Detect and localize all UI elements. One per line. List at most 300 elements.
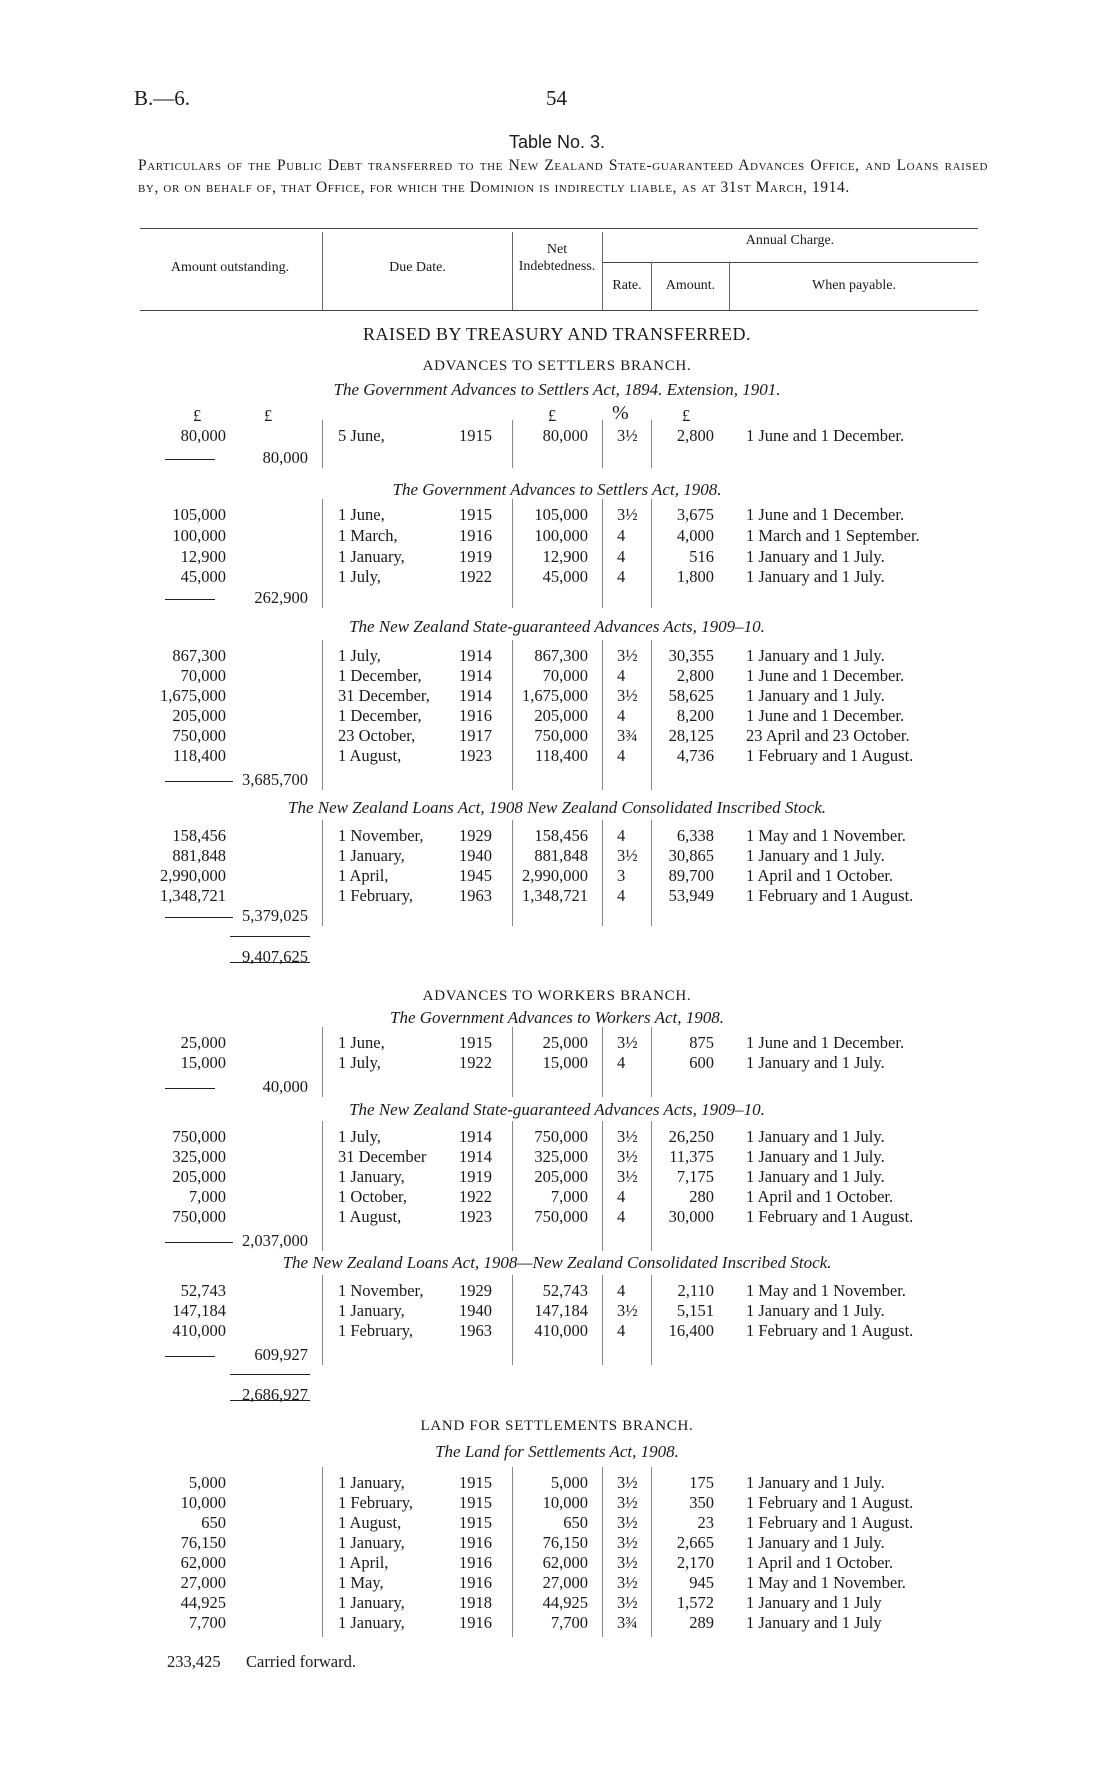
interest-rate: 4: [617, 526, 626, 545]
table-row: [0, 1207, 1114, 1227]
due-year: 1940: [459, 1301, 492, 1320]
when-payable: 1 January and 1 July.: [746, 1301, 885, 1320]
annual-charge-amount: 28,125: [668, 726, 714, 745]
table-row: [0, 1553, 1114, 1573]
due-year: 1915: [459, 1493, 492, 1512]
amount-outstanding: 10,000: [180, 1493, 226, 1512]
due-year: 1923: [459, 1207, 492, 1226]
net-indebtedness: 80,000: [542, 426, 588, 445]
due-date: 1 March,: [338, 526, 398, 545]
due-date: 31 December: [338, 1147, 427, 1166]
due-date: 1 August,: [338, 746, 402, 765]
annual-charge-amount: 6,338: [676, 826, 714, 845]
net-indebtedness: 27,000: [542, 1573, 588, 1592]
net-indebtedness: 410,000: [534, 1321, 588, 1340]
amount-outstanding: 1,675,000: [160, 686, 226, 705]
due-date: 1 January,: [338, 1473, 405, 1492]
interest-rate: 4: [617, 706, 626, 725]
annual-charge-amount: 280: [689, 1187, 714, 1206]
subtotal-dash: [165, 1242, 233, 1243]
branch-total-rule: [230, 936, 310, 937]
when-payable: 1 April and 1 October.: [746, 866, 894, 885]
amount-outstanding: 105,000: [172, 505, 226, 524]
act-heading: The Government Advances to Settlers Act, 1908.: [392, 480, 722, 499]
table-row: [0, 567, 1114, 587]
due-date: 23 October,: [338, 726, 416, 745]
due-year: 1919: [459, 547, 492, 566]
subtotal-dash: [165, 1356, 215, 1357]
annual-charge-amount: 3,675: [676, 505, 714, 524]
table-row: [0, 1167, 1114, 1187]
annual-charge-amount: 30,355: [668, 646, 714, 665]
annual-charge-amount: 5,151: [676, 1301, 714, 1320]
table-row: [0, 526, 1114, 546]
amount-outstanding: 7,700: [188, 1613, 226, 1632]
when-payable: 1 January and 1 July.: [746, 567, 885, 586]
due-date: 31 December,: [338, 686, 430, 705]
act-heading: The New Zealand Loans Act, 1908 New Zealand Consolidated Inscribed Stock.: [288, 798, 826, 817]
due-date: 1 April,: [338, 866, 389, 885]
due-date: 1 July,: [338, 567, 381, 586]
amount-outstanding: 5,000: [188, 1473, 226, 1492]
interest-rate: 4: [617, 1187, 626, 1206]
interest-rate: 3½: [617, 1033, 638, 1052]
interest-rate: 4: [617, 1281, 626, 1300]
amount-outstanding: 52,743: [180, 1281, 226, 1300]
when-payable: 1 January and 1 July.: [746, 646, 885, 665]
due-date: 1 December,: [338, 666, 422, 685]
annual-charge-amount: 600: [689, 1053, 714, 1072]
amount-outstanding: 25,000: [180, 1033, 226, 1052]
amount-outstanding: 80,000: [180, 426, 226, 445]
table-row: [0, 1593, 1114, 1613]
table-row: [0, 826, 1114, 846]
amount-outstanding: 12,900: [180, 547, 226, 566]
due-year: 1914: [459, 646, 492, 665]
annual-charge-amount: 2,800: [676, 666, 714, 685]
interest-rate: 3½: [617, 1473, 638, 1492]
due-date: 1 January,: [338, 1613, 405, 1632]
net-indebtedness: 100,000: [534, 526, 588, 545]
group-subtotal: 40,000: [262, 1077, 308, 1096]
interest-rate: 3¾: [617, 726, 638, 745]
branch-title: ADVANCES TO WORKERS BRANCH.: [422, 988, 692, 1004]
amount-outstanding: 45,000: [180, 567, 226, 586]
interest-rate: 4: [617, 1321, 626, 1340]
when-payable: 1 January and 1 July.: [746, 1167, 885, 1186]
when-payable: 1 March and 1 September.: [746, 526, 920, 545]
interest-rate: 3½: [617, 1301, 638, 1320]
due-date: 1 November,: [338, 826, 424, 845]
annual-charge-amount: 53,949: [668, 886, 714, 905]
due-year: 1963: [459, 886, 492, 905]
net-indebtedness: 750,000: [534, 1127, 588, 1146]
due-year: 1915: [459, 1513, 492, 1532]
due-date: 1 January,: [338, 1301, 405, 1320]
interest-rate: 3½: [617, 1513, 638, 1532]
table-row: [0, 746, 1114, 766]
interest-rate: 3½: [617, 1593, 638, 1612]
main-heading: RAISED BY TREASURY AND TRANSFERRED.: [362, 324, 752, 344]
due-year: 1916: [459, 1573, 492, 1592]
table-row: [0, 1281, 1114, 1301]
amount-outstanding: 750,000: [172, 726, 226, 745]
when-payable: 1 June and 1 December.: [746, 706, 905, 725]
interest-rate: 3½: [617, 505, 638, 524]
table-row: [0, 846, 1114, 866]
when-payable: 1 February and 1 August.: [746, 1321, 914, 1340]
due-year: 1915: [459, 1033, 492, 1052]
amount-outstanding: 44,925: [180, 1593, 226, 1612]
when-payable: 23 April and 23 October.: [746, 726, 910, 745]
due-year: 1922: [459, 567, 492, 586]
due-date: 1 June,: [338, 505, 385, 524]
unit-pound: £: [548, 406, 557, 425]
annual-charge-amount: 1,572: [676, 1593, 714, 1612]
due-year: 1923: [459, 746, 492, 765]
when-payable: 1 January and 1 July.: [746, 1533, 885, 1552]
annual-charge-amount: 2,800: [676, 426, 714, 445]
due-date: 1 October,: [338, 1187, 407, 1206]
subtotal-dash: [165, 781, 233, 782]
annual-charge-amount: 23: [697, 1513, 714, 1532]
table-row: [0, 1187, 1114, 1207]
due-year: 1929: [459, 1281, 492, 1300]
act-heading: The Government Advances to Settlers Act, 1894. Extension, 1901.: [333, 380, 781, 399]
col-due-header: Due Date.: [389, 260, 446, 275]
when-payable: 1 June and 1 December.: [746, 666, 905, 685]
due-date: 1 May,: [338, 1573, 384, 1592]
when-payable: 1 January and 1 July.: [746, 1053, 885, 1072]
interest-rate: 4: [617, 567, 626, 586]
table-row: [0, 886, 1114, 906]
header-bottom-rule: [140, 310, 978, 311]
net-indebtedness: 205,000: [534, 706, 588, 725]
annual-charge-amount: 2,665: [676, 1533, 714, 1552]
when-payable: 1 April and 1 October.: [746, 1187, 894, 1206]
when-payable: 1 June and 1 December.: [746, 1033, 905, 1052]
table-row: [0, 505, 1114, 525]
amount-outstanding: 7,000: [188, 1187, 226, 1206]
when-payable: 1 February and 1 August.: [746, 746, 914, 765]
table-row: [0, 1301, 1114, 1321]
when-payable: 1 April and 1 October.: [746, 1553, 894, 1572]
due-year: 1916: [459, 706, 492, 725]
due-year: 1929: [459, 826, 492, 845]
when-payable: 1 January and 1 July.: [746, 1147, 885, 1166]
interest-rate: 3½: [617, 1573, 638, 1592]
annual-charge-amount: 4,000: [676, 526, 714, 545]
interest-rate: 4: [617, 826, 626, 845]
due-date: 1 February,: [338, 1493, 413, 1512]
due-date: 1 November,: [338, 1281, 424, 1300]
due-date: 1 January,: [338, 1167, 405, 1186]
branch-total-rule: [230, 1374, 310, 1375]
branch-total: 9,407,625: [242, 947, 308, 966]
amount-outstanding: 70,000: [180, 666, 226, 685]
interest-rate: 3½: [617, 846, 638, 865]
when-payable: 1 February and 1 August.: [746, 886, 914, 905]
net-indebtedness: 650: [563, 1513, 588, 1532]
table-row: [0, 706, 1114, 726]
when-payable: 1 February and 1 August.: [746, 1493, 914, 1512]
branch-title: LAND FOR SETTLEMENTS BRANCH.: [420, 1418, 694, 1434]
due-year: 1914: [459, 1147, 492, 1166]
annual-charge-amount: 945: [689, 1573, 714, 1592]
due-year: 1914: [459, 686, 492, 705]
net-indebtedness: 867,300: [534, 646, 588, 665]
annual-charge-amount: 8,200: [676, 706, 714, 725]
subtotal-dash: [165, 599, 215, 600]
due-date: 1 January,: [338, 547, 405, 566]
interest-rate: 3¾: [617, 1613, 638, 1632]
due-date: 1 January,: [338, 846, 405, 865]
due-year: 1922: [459, 1187, 492, 1206]
net-indebtedness: 10,000: [542, 1493, 588, 1512]
act-heading: The Land for Settlements Act, 1908.: [435, 1442, 679, 1461]
due-date: 1 January,: [338, 1533, 405, 1552]
when-payable: 1 May and 1 November.: [746, 826, 906, 845]
interest-rate: 3½: [617, 686, 638, 705]
table-row: [0, 1493, 1114, 1513]
subtotal-dash: [165, 1088, 215, 1089]
table-row: [0, 1513, 1114, 1533]
table-row: [0, 426, 1114, 446]
net-indebtedness: 158,456: [534, 826, 588, 845]
table-row: [0, 547, 1114, 567]
amount-outstanding: 62,000: [180, 1553, 226, 1572]
annual-charge-amount: 875: [689, 1033, 714, 1052]
unit-pound: £: [682, 406, 691, 425]
net-indebtedness: 45,000: [542, 567, 588, 586]
annual-charge-amount: 30,865: [668, 846, 714, 865]
net-indebtedness: 15,000: [542, 1053, 588, 1072]
table-row: [0, 1147, 1114, 1167]
net-indebtedness: 1,348,721: [522, 886, 588, 905]
interest-rate: 3: [617, 866, 626, 885]
col-net-header: Net Indebtedness.: [518, 242, 596, 274]
when-payable: 1 May and 1 November.: [746, 1281, 906, 1300]
page-number: 54: [546, 86, 567, 110]
net-indebtedness: 750,000: [534, 1207, 588, 1226]
table-row: [0, 866, 1114, 886]
net-indebtedness: 25,000: [542, 1033, 588, 1052]
interest-rate: 4: [617, 547, 626, 566]
table-row: [0, 1321, 1114, 1341]
annual-charge-amount: 16,400: [668, 1321, 714, 1340]
annual-charge-amount: 1,800: [676, 567, 714, 586]
net-indebtedness: 147,184: [534, 1301, 588, 1320]
table-row: [0, 1473, 1114, 1493]
amount-outstanding: 867,300: [172, 646, 226, 665]
when-payable: 1 June and 1 December.: [746, 426, 905, 445]
amount-outstanding: 158,456: [172, 826, 226, 845]
net-indebtedness: 5,000: [550, 1473, 588, 1492]
unit-pound: £: [264, 406, 273, 425]
interest-rate: 3½: [617, 1493, 638, 1512]
due-date: 1 February,: [338, 886, 413, 905]
amount-outstanding: 205,000: [172, 1167, 226, 1186]
amount-outstanding: 325,000: [172, 1147, 226, 1166]
annual-charge-amount: 4,736: [676, 746, 714, 765]
when-payable: 1 January and 1 July: [746, 1593, 882, 1612]
annual-charge-amount: 2,170: [676, 1553, 714, 1572]
net-indebtedness: 76,150: [542, 1533, 588, 1552]
due-year: 1915: [459, 505, 492, 524]
interest-rate: 3½: [617, 1553, 638, 1572]
col-amount-header: Amount outstanding.: [170, 260, 290, 275]
annual-charge-amount: 30,000: [668, 1207, 714, 1226]
amount-outstanding: 1,348,721: [160, 886, 226, 905]
annual-charge-amount: 2,110: [677, 1281, 714, 1300]
col-charge-amount-header: Amount.: [665, 278, 716, 293]
net-indebtedness: 118,400: [534, 746, 588, 765]
due-year: 1945: [459, 866, 492, 885]
col-rate-header: Rate.: [612, 278, 642, 293]
due-year: 1940: [459, 846, 492, 865]
carried-forward-amount: 233,425: [167, 1652, 221, 1671]
group-subtotal: 262,900: [254, 588, 308, 607]
annual-charge-amount: 26,250: [668, 1127, 714, 1146]
due-year: 1915: [459, 1473, 492, 1492]
group-subtotal: 5,379,025: [242, 906, 308, 925]
annual-charge-amount: 11,375: [669, 1147, 714, 1166]
due-year: 1916: [459, 1533, 492, 1552]
amount-outstanding: 205,000: [172, 706, 226, 725]
net-indebtedness: 62,000: [542, 1553, 588, 1572]
due-year: 1916: [459, 1613, 492, 1632]
net-indebtedness: 325,000: [534, 1147, 588, 1166]
due-date: 1 July,: [338, 646, 381, 665]
annual-charge-amount: 350: [689, 1493, 714, 1512]
annual-charge-amount: 516: [689, 547, 714, 566]
table-caption: Particulars of the Public Debt transferred to the New Zealand State-guaranteed Advances Office, and Loans raised by, or on behalf of, that Office, for which the Dominion is indirectly liable, as at 31st March, 1914.: [138, 157, 988, 196]
net-indebtedness: 70,000: [542, 666, 588, 685]
when-payable: 1 January and 1 July: [746, 1613, 882, 1632]
amount-outstanding: 410,000: [172, 1321, 226, 1340]
net-indebtedness: 7,000: [550, 1187, 588, 1206]
due-date: 1 August,: [338, 1513, 402, 1532]
col-when-header: When payable.: [812, 278, 896, 293]
annual-charge-amount: 175: [689, 1473, 714, 1492]
act-heading: The Government Advances to Workers Act, 1908.: [390, 1008, 724, 1027]
table-row: [0, 1033, 1114, 1053]
interest-rate: 4: [617, 666, 626, 685]
due-year: 1915: [459, 426, 492, 445]
when-payable: 1 January and 1 July.: [746, 547, 885, 566]
when-payable: 1 February and 1 August.: [746, 1207, 914, 1226]
due-year: 1914: [459, 666, 492, 685]
net-indebtedness: 44,925: [542, 1593, 588, 1612]
amount-outstanding: 750,000: [172, 1127, 226, 1146]
header-divider: [512, 232, 513, 310]
group-subtotal: 609,927: [254, 1345, 308, 1364]
group-subtotal: 80,000: [262, 448, 308, 467]
amount-outstanding: 100,000: [172, 526, 226, 545]
when-payable: 1 January and 1 July.: [746, 846, 885, 865]
table-row: [0, 1533, 1114, 1553]
interest-rate: 4: [617, 1207, 626, 1226]
act-heading: The New Zealand State-guaranteed Advances Acts, 1909–10.: [349, 617, 765, 636]
due-date: 1 August,: [338, 1207, 402, 1226]
amount-outstanding: 881,848: [172, 846, 226, 865]
interest-rate: 3½: [617, 426, 638, 445]
table-row: [0, 646, 1114, 666]
interest-rate: 3½: [617, 1127, 638, 1146]
table-row: [0, 666, 1114, 686]
due-date: 1 April,: [338, 1553, 389, 1572]
due-date: 1 February,: [338, 1321, 413, 1340]
amount-outstanding: 118,400: [172, 746, 226, 765]
table-row: [0, 1613, 1114, 1633]
amount-outstanding: 27,000: [180, 1573, 226, 1592]
interest-rate: 3½: [617, 1147, 638, 1166]
net-indebtedness: 750,000: [534, 726, 588, 745]
net-indebtedness: 52,743: [542, 1281, 588, 1300]
due-year: 1916: [459, 526, 492, 545]
net-indebtedness: 881,848: [534, 846, 588, 865]
table-row: [0, 726, 1114, 746]
due-year: 1916: [459, 1553, 492, 1572]
due-date: 1 December,: [338, 706, 422, 725]
table-row: [0, 686, 1114, 706]
table-row: [0, 1053, 1114, 1073]
when-payable: 1 February and 1 August.: [746, 1513, 914, 1532]
net-indebtedness: 2,990,000: [522, 866, 588, 885]
amount-outstanding: 15,000: [180, 1053, 226, 1072]
carried-forward-label: Carried forward.: [246, 1652, 356, 1671]
interest-rate: 4: [617, 886, 626, 905]
interest-rate: 3½: [617, 1167, 638, 1186]
due-year: 1917: [459, 726, 492, 745]
branch-title: ADVANCES TO SETTLERS BRANCH.: [422, 358, 692, 374]
interest-rate: 4: [617, 1053, 626, 1072]
when-payable: 1 June and 1 December.: [746, 505, 905, 524]
amount-outstanding: 750,000: [172, 1207, 226, 1226]
table-row: [0, 1127, 1114, 1147]
interest-rate: 3½: [617, 1533, 638, 1552]
col-annual-header: Annual Charge.: [745, 233, 835, 248]
when-payable: 1 January and 1 July.: [746, 686, 885, 705]
annual-charge-amount: 7,175: [676, 1167, 714, 1186]
due-year: 1919: [459, 1167, 492, 1186]
interest-rate: 3½: [617, 646, 638, 665]
act-heading: The New Zealand Loans Act, 1908—New Zealand Consolidated Inscribed Stock.: [282, 1253, 832, 1272]
when-payable: 1 January and 1 July.: [746, 1127, 885, 1146]
due-date: 1 January,: [338, 1593, 405, 1612]
group-subtotal: 3,685,700: [242, 770, 308, 789]
due-year: 1918: [459, 1593, 492, 1612]
table-title: Table No. 3.: [508, 132, 606, 152]
due-year: 1963: [459, 1321, 492, 1340]
branch-total: 2,686,927: [242, 1385, 308, 1404]
annual-charge-rule: [602, 262, 978, 263]
net-indebtedness: 1,675,000: [522, 686, 588, 705]
annual-charge-amount: 89,700: [668, 866, 714, 885]
interest-rate: 4: [617, 746, 626, 765]
due-year: 1914: [459, 1127, 492, 1146]
unit-pound: £: [193, 406, 202, 425]
when-payable: 1 January and 1 July.: [746, 1473, 885, 1492]
due-year: 1922: [459, 1053, 492, 1072]
header-top-rule: [140, 228, 978, 229]
due-date: 5 June,: [338, 426, 385, 445]
annual-charge-amount: 289: [689, 1613, 714, 1632]
due-date: 1 June,: [338, 1033, 385, 1052]
when-payable: 1 May and 1 November.: [746, 1573, 906, 1592]
amount-outstanding: 76,150: [180, 1533, 226, 1552]
due-date: 1 July,: [338, 1127, 381, 1146]
